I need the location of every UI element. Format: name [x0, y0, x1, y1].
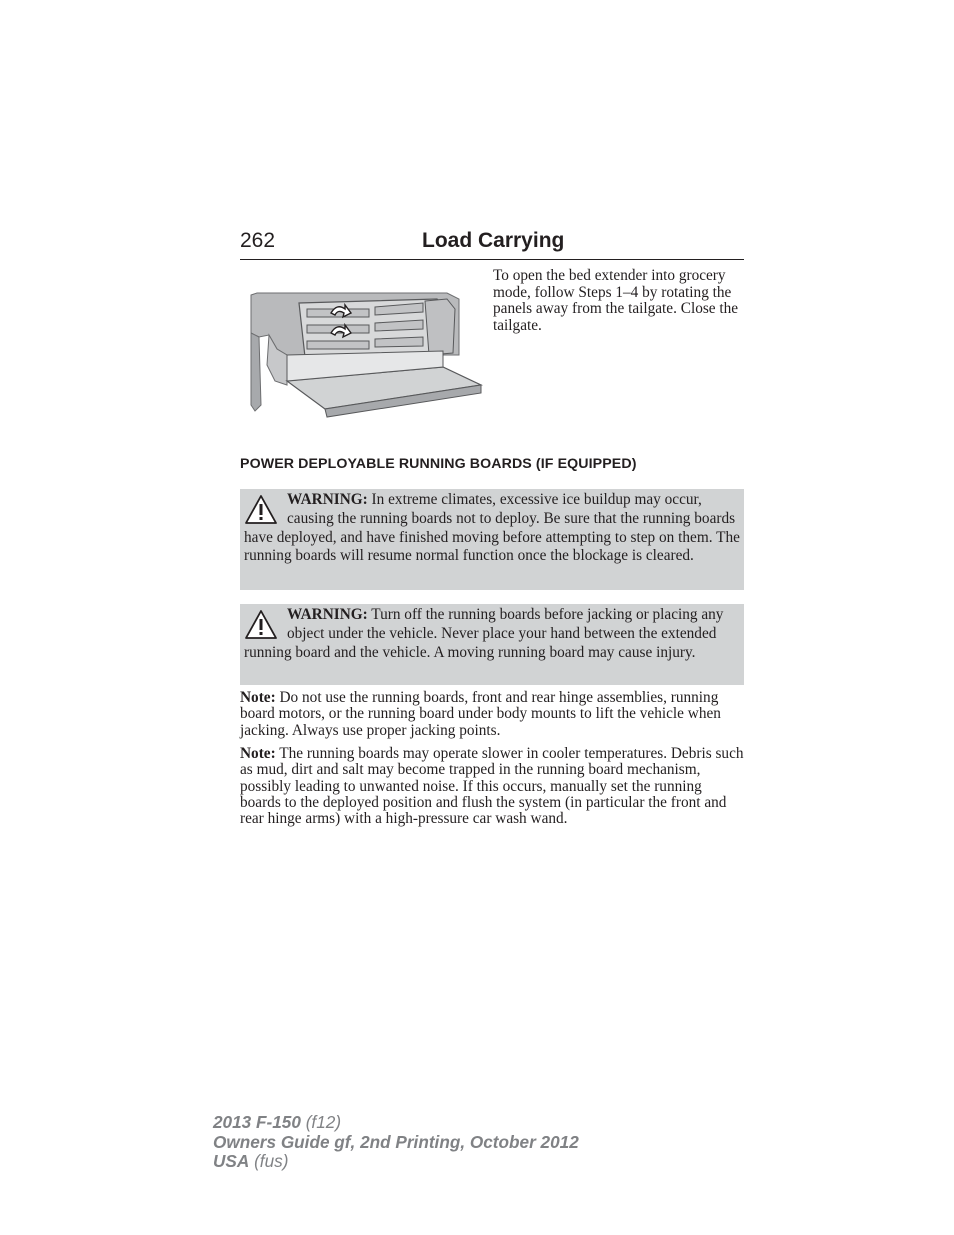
note-paragraph — [240, 690, 745, 739]
page-title: Load Carrying — [422, 229, 565, 252]
footer-market: USA — [213, 1151, 250, 1171]
footer-model-code: (f12) — [300, 1112, 342, 1132]
page-number: 262 — [240, 229, 276, 252]
footer-line-3 — [213, 1152, 579, 1172]
warning-box — [240, 489, 744, 590]
bed-extender-illustration — [247, 285, 487, 425]
warning-triangle-icon — [244, 609, 278, 641]
section-heading: POWER DEPLOYABLE RUNNING BOARDS (IF EQUIPPED) — [240, 456, 637, 472]
note-label: Note: — [240, 745, 276, 762]
warning-box — [240, 604, 744, 685]
warning-text: Turn off the running boards before jacking or placing any object under the vehicle. Never place your hand between the extended running board and the vehicle. A moving running board may cause injury. — [244, 606, 724, 661]
footer-edition: Owners Guide gf, 2nd Printing, October 2012 — [213, 1131, 579, 1152]
note-label: Note: — [240, 689, 276, 706]
page-footer — [213, 1113, 579, 1172]
footer-line-1 — [213, 1113, 579, 1133]
page-header — [240, 228, 744, 260]
warning-label: WARNING: — [287, 606, 368, 623]
note-paragraph — [240, 746, 745, 827]
footer-market-code: (fus) — [249, 1151, 289, 1171]
footer-model: 2013 F-150 — [213, 1112, 301, 1132]
intro-paragraph: To open the bed extender into grocery mode, follow Steps 1–4 by rotating the panels away from the tailgate. Close the tailgate. — [493, 267, 739, 334]
warning-text: In extreme climates, excessive ice buildup may occur, causing the running boards not to deploy. Be sure that the running boards have deployed, and have finished moving before attempting to step on them. The running boards will resume normal function once the blockage is cleared. — [244, 491, 740, 565]
note-text: The running boards may operate slower in cooler temperatures. Debris such as mud, dirt and salt may become trapped in the running board mechanism, possibly leading to unwanted noise. If this occurs, manually set the running boards to the deployed position and flush the system (in particular the front and rear hinge arms) with a high-pressure car wash wand. — [240, 745, 744, 828]
warning-label: WARNING: — [287, 491, 368, 508]
bed-extender-drawing — [247, 285, 487, 425]
warning-triangle-icon — [244, 494, 278, 526]
footer-line-2 — [213, 1133, 579, 1153]
note-text: Do not use the running boards, front and rear hinge assemblies, running board motors, or the running board under body mounts to lift the vehicle when jacking. Always use proper jacking points. — [240, 689, 721, 739]
